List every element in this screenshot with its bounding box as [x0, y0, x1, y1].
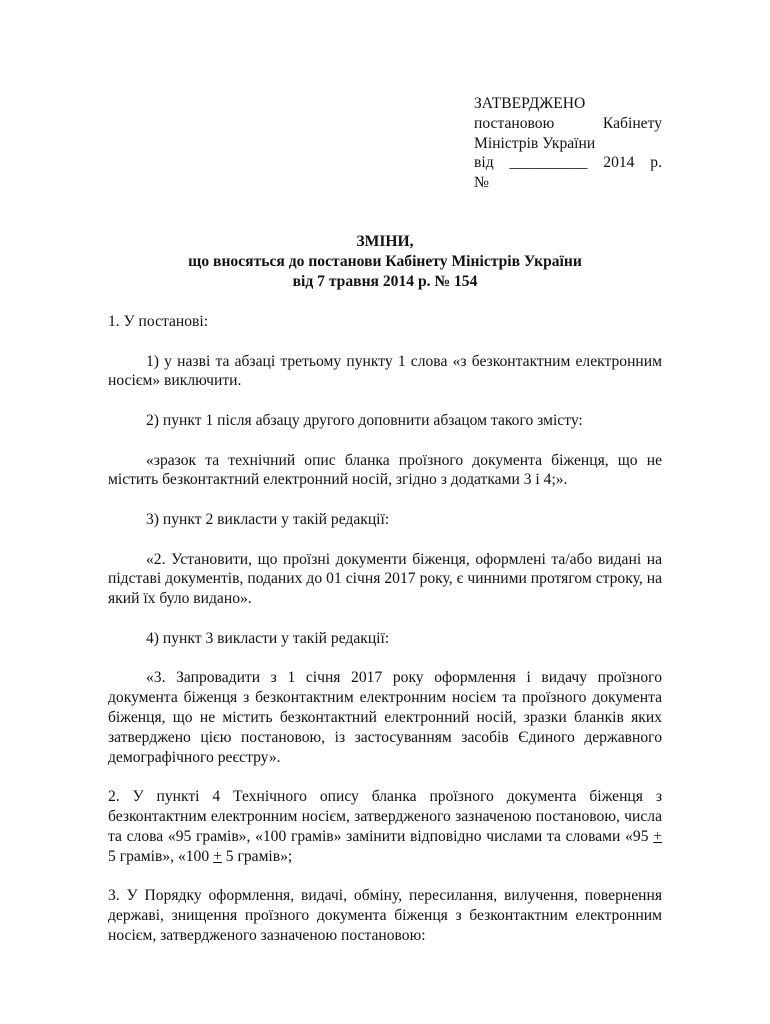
- section-3-paragraph: 3. У Порядку оформлення, видачі, обміну, пересилання, вилучення, повернення державі, знищення проїзного документа біженця з безконтактним електронним носієм, затвердженого зазначеною постановою:: [108, 887, 662, 944]
- section-1-item-1: 1) у назві та абзаці третьому пункту 1 слова «з безконтактним електронним носієм» виключити.: [108, 352, 662, 390]
- document-title-date: від 7 травня 2014 р. № 154: [292, 272, 478, 290]
- plus-minus-sign-1: +: [653, 827, 662, 845]
- approval-stamp-block: [474, 94, 662, 193]
- approval-line-resolution: постановою Кабінету: [474, 114, 662, 132]
- section-2-text-c: 5 грамів»;: [221, 847, 293, 865]
- section-1-item-3-quote: «2. Установити, що проїзні документи біженця, оформлені та/або видані на підставі документів, поданих до 01 січня 2017 року, є чинними протягом строку, на який їх було видано».: [108, 550, 662, 608]
- document-subtitle: що вносяться до постанови Кабінету Міністрів України: [188, 252, 582, 270]
- section-1-heading: 1. У постанові:: [108, 313, 209, 330]
- section-1-item-2-quote: «зразок та технічний опис бланка проїзного документа біженця, що не містить безконтактний електронний носій, згідно з додатками 3 і 4;».: [108, 451, 662, 489]
- plus-minus-sign-2: +: [213, 847, 222, 865]
- approval-line-number: №: [474, 174, 489, 192]
- section-1-item-3: 3) пункт 2 викласти у такій редакції:: [146, 510, 390, 528]
- section-1-item-4-quote: «3. Запровадити з 1 січня 2017 року оформлення і видачу проїзного документа біженця з безконтактним електронним носієм та проїзного документа біженця, що не містить безконтактний електронний носій, зразки бланків яких затверджено цією постановою, із застосуванням засобів Єдиного державного демографічного реєстру».: [108, 669, 662, 766]
- document-title: ЗМІНИ,: [356, 233, 414, 250]
- section-1-item-4: 4) пункт 3 викласти у такій редакції:: [146, 629, 390, 647]
- approval-line-ministers: Міністрів України: [474, 134, 596, 152]
- section-2-paragraph: [108, 787, 662, 866]
- approval-heading: ЗАТВЕРДЖЕНО: [474, 95, 586, 112]
- document-title-block: [100, 232, 670, 291]
- section-2-text-b: 5 грамів», «100: [108, 847, 214, 865]
- document-body: [108, 312, 662, 965]
- section-1-item-2: 2) пункт 1 після абзацу другого доповнити абзацом такого змісту:: [146, 411, 583, 429]
- section-2-text-a: 2. У пункті 4 Технічного опису бланка проїзного документа біженця з безконтактним електронним носієм, затвердженого зазначеною постановою, числа та слова «95 грамів», «100 грамів» замінити відповідно числами та словами «95: [108, 788, 662, 845]
- approval-line-date: від __________ 2014 р.: [474, 154, 662, 172]
